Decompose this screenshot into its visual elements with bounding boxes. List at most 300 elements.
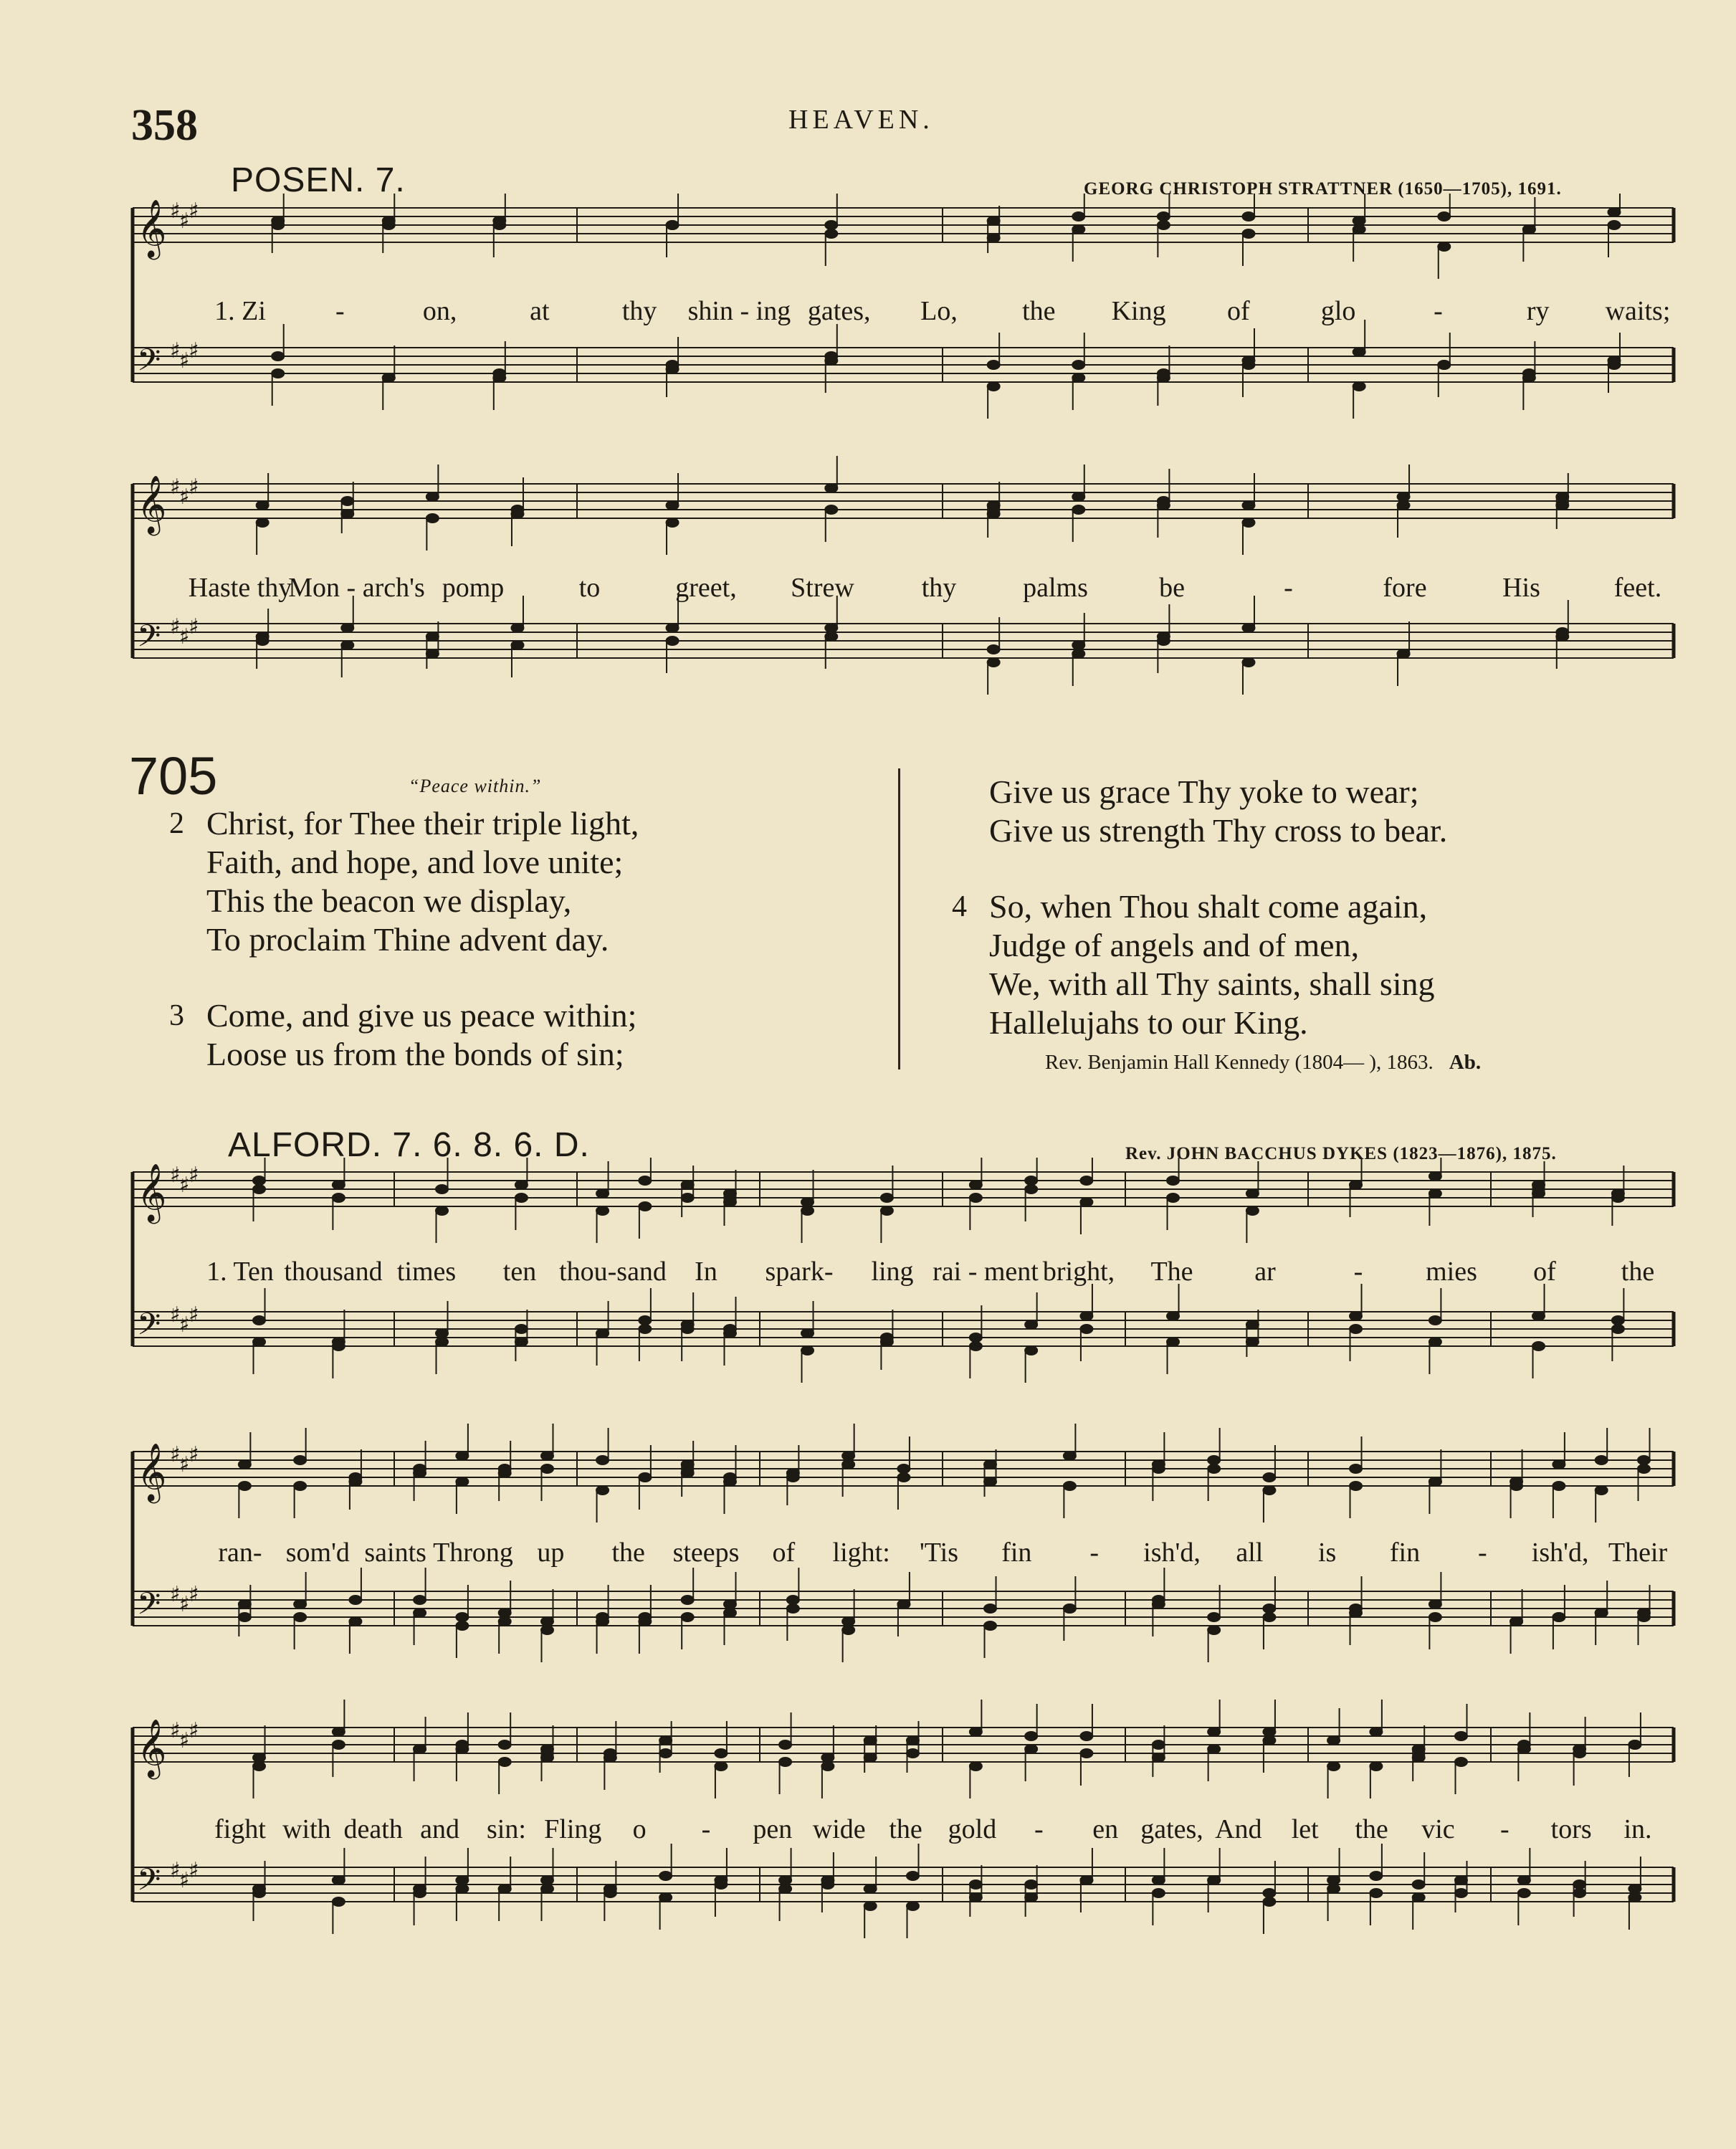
note-head <box>1072 649 1085 659</box>
note-head <box>1208 1613 1221 1622</box>
sharp-sign: ♯ <box>170 1582 181 1607</box>
note-head <box>825 221 838 230</box>
note-head <box>1510 1482 1523 1491</box>
tune-name-posen: POSEN. 7. <box>231 161 406 199</box>
lyric-syllable: - <box>1499 1814 1510 1844</box>
note-head <box>659 1736 672 1745</box>
note-head <box>987 361 1000 370</box>
note-head <box>540 1753 553 1763</box>
lyric-syllable: the <box>1621 1257 1655 1287</box>
note-head <box>1327 1762 1340 1771</box>
lyric-syllable: wide <box>812 1814 866 1844</box>
note-head <box>456 1452 469 1461</box>
note-head <box>272 216 285 226</box>
note-head <box>456 1884 469 1894</box>
note-head <box>1072 361 1085 370</box>
note-head <box>1429 1613 1441 1622</box>
note-head <box>987 216 1000 226</box>
note-head <box>723 1198 736 1207</box>
note-head <box>426 514 439 523</box>
note-head <box>1397 492 1410 502</box>
note-head <box>1263 1486 1276 1495</box>
note-head <box>332 1728 345 1737</box>
lyric-syllable: - <box>1478 1538 1487 1568</box>
note-head <box>1532 1189 1545 1199</box>
note-head <box>969 1342 982 1351</box>
note-head <box>341 497 354 506</box>
lyric-syllable: fore <box>1383 573 1427 603</box>
stanza <box>989 773 1447 850</box>
note-head <box>969 1762 982 1771</box>
note-head <box>1072 225 1085 234</box>
sharp-sign: ♯ <box>179 1452 190 1477</box>
lyric-syllable: the <box>611 1538 645 1568</box>
note-head <box>1429 1172 1441 1181</box>
lyric-syllable: ish'd, <box>1143 1538 1201 1568</box>
lyric-syllable: of <box>1227 296 1250 326</box>
note-head <box>382 216 395 226</box>
note-head <box>666 518 679 528</box>
note-head <box>715 1880 728 1890</box>
lyric-syllable: - <box>1353 1257 1363 1287</box>
note-head <box>493 221 506 230</box>
note-head <box>1370 1728 1383 1737</box>
sharp-sign: ♯ <box>189 1858 199 1883</box>
sharp-sign: ♯ <box>189 1718 199 1743</box>
lyric-syllable: gates, <box>1140 1814 1203 1844</box>
note-head <box>436 1329 449 1338</box>
note-head <box>723 1329 736 1338</box>
lyric-syllable: with <box>282 1814 331 1844</box>
lyric-syllable: fin <box>1001 1538 1032 1568</box>
note-head <box>1327 1876 1340 1885</box>
lyric-syllable: Throng <box>433 1538 513 1568</box>
lyric-syllable: His <box>1502 573 1540 603</box>
lyric-syllable: the <box>1355 1814 1388 1844</box>
lyric-syllable: - <box>701 1814 711 1844</box>
note-head <box>821 1876 834 1885</box>
note-head <box>1611 1316 1624 1325</box>
note-head <box>1454 1876 1467 1885</box>
note-head <box>1350 1312 1363 1321</box>
note-head <box>1532 1312 1545 1321</box>
note-head <box>1152 1600 1165 1609</box>
note-head <box>1167 1312 1180 1321</box>
lyric-syllable: Strew <box>791 573 854 603</box>
note-head <box>256 632 269 642</box>
note-head <box>540 1884 553 1894</box>
note-head <box>1152 1740 1165 1750</box>
sharp-sign: ♯ <box>170 1163 181 1188</box>
note-head <box>238 1613 251 1622</box>
note-head <box>498 1617 511 1626</box>
lyric-syllable: sin: <box>486 1814 526 1844</box>
composer-posen: GEORG CHRISTOPH STRATTNER (1650—1705), 1691. <box>1084 179 1562 199</box>
note-head <box>1263 1613 1276 1622</box>
note-head <box>1350 1482 1363 1491</box>
composer-alford: Rev. JOHN BACCHUS DYKES (1823—1876), 1875. <box>1125 1144 1557 1163</box>
note-head <box>906 1749 919 1758</box>
lyric-syllable: vic <box>1421 1814 1455 1844</box>
note-head <box>864 1736 877 1745</box>
stanza-line: Hallelujahs to our King. <box>989 1004 1308 1041</box>
note-head <box>426 649 439 659</box>
lyric-syllable: spark- <box>765 1257 834 1287</box>
note-head <box>1080 1312 1093 1321</box>
note-head <box>864 1884 877 1894</box>
note-head <box>596 1456 609 1465</box>
note-head <box>1167 1176 1180 1186</box>
note-head <box>1246 1189 1259 1199</box>
note-head <box>426 632 439 642</box>
note-head <box>1072 212 1085 221</box>
note-head <box>1611 1189 1624 1199</box>
hymn-subtitle: “Peace within.” <box>409 776 542 796</box>
note-head <box>1208 1876 1221 1885</box>
note-head <box>1327 1884 1340 1894</box>
lyric-syllable: Haste thy <box>188 573 292 603</box>
note-head <box>1573 1889 1586 1898</box>
stanza-line: Judge of angels and of men, <box>989 927 1360 963</box>
note-head <box>1532 1181 1545 1190</box>
lyric-syllable: - <box>335 296 345 326</box>
note-head <box>880 1193 893 1203</box>
note-head <box>341 641 354 650</box>
lyric-syllable: Lo, <box>920 296 958 326</box>
sharp-sign: ♯ <box>189 1442 199 1467</box>
lyric-syllable: let <box>1291 1814 1319 1844</box>
note-head <box>1454 1732 1467 1741</box>
note-head <box>1242 518 1255 528</box>
note-head <box>1025 1732 1038 1741</box>
note-head <box>1080 1198 1093 1207</box>
lyric-syllable: Their <box>1608 1538 1668 1568</box>
sharp-sign: ♯ <box>179 1728 190 1753</box>
note-head <box>1608 221 1621 230</box>
lyric-syllable: on, <box>422 296 457 326</box>
note-head <box>1242 361 1255 370</box>
note-head <box>825 632 838 642</box>
note-head <box>1353 225 1365 234</box>
lyric-syllable: pomp <box>442 573 505 603</box>
note-head <box>842 1452 855 1461</box>
note-head <box>897 1464 910 1474</box>
page-number: 358 <box>131 101 198 150</box>
lyric-syllable: gold <box>948 1814 997 1844</box>
lyric-syllable: and <box>420 1814 459 1844</box>
note-head <box>1556 632 1569 642</box>
lyric-syllable: Mon - arch's <box>288 573 425 603</box>
sharp-sign: ♯ <box>189 199 199 224</box>
hymn-author <box>1045 1051 1481 1074</box>
sharp-sign: ♯ <box>189 338 199 363</box>
note-head <box>1510 1617 1523 1626</box>
lyric-syllable: ar <box>1254 1257 1276 1287</box>
lyric-syllable: 1. Zi <box>214 296 266 326</box>
stanza-line: Come, and give us peace within; <box>206 997 637 1034</box>
lyric-syllable: In <box>695 1257 717 1287</box>
note-head <box>294 1482 307 1491</box>
note-head <box>681 1469 694 1478</box>
note-head <box>332 1181 345 1190</box>
note-head <box>1438 242 1451 252</box>
note-head <box>1263 1736 1276 1745</box>
note-head <box>1246 1320 1259 1330</box>
sharp-sign: ♯ <box>189 1302 199 1328</box>
lyric-syllable: King <box>1111 296 1166 326</box>
note-head <box>1412 1745 1425 1754</box>
note-head <box>779 1740 792 1750</box>
bass-clef: 𝄢 <box>137 619 161 662</box>
note-head <box>515 1181 528 1190</box>
note-head <box>906 1872 919 1881</box>
note-head <box>666 361 679 370</box>
note-head <box>659 1893 672 1902</box>
note-head <box>825 229 838 239</box>
note-head <box>1573 1749 1586 1758</box>
note-head <box>349 1596 362 1605</box>
note-head <box>1080 1876 1093 1885</box>
note-head <box>1025 1346 1038 1355</box>
lyric-syllable: thousand <box>284 1257 383 1287</box>
sharp-sign: ♯ <box>170 475 181 500</box>
note-head <box>414 1745 426 1754</box>
note-head <box>681 1325 694 1334</box>
stanza-line: Christ, for Thee their triple light, <box>206 805 639 842</box>
note-head <box>969 1880 982 1890</box>
note-head <box>666 501 679 510</box>
lyric-syllable: greet, <box>675 573 737 603</box>
note-head <box>1370 1889 1383 1898</box>
note-head <box>1072 373 1085 383</box>
sharp-sign: ♯ <box>179 1592 190 1617</box>
note-head <box>987 382 1000 391</box>
lyric-syllable: is <box>1317 1538 1337 1568</box>
lyric-syllable: som'd <box>285 1538 350 1568</box>
lyric-syllable: feet. <box>1613 573 1662 603</box>
lyric-syllable: en <box>1092 1814 1119 1844</box>
author-tag: Ab. <box>1449 1051 1482 1074</box>
note-head <box>1556 501 1569 510</box>
sharp-sign: ♯ <box>170 1442 181 1467</box>
note-head <box>906 1902 919 1911</box>
note-head <box>1370 1872 1383 1881</box>
note-head <box>1595 1486 1608 1495</box>
note-head <box>906 1736 919 1745</box>
note-head <box>604 1753 616 1763</box>
note-head <box>1242 212 1255 221</box>
note-head <box>1263 1604 1276 1614</box>
lyric-syllable: glo <box>1320 296 1356 326</box>
note-head <box>436 1185 449 1194</box>
note-head <box>1157 221 1170 230</box>
note-head <box>253 1753 266 1763</box>
sharp-sign: ♯ <box>179 1868 190 1893</box>
note-head <box>1553 1482 1565 1491</box>
note-head <box>294 1613 307 1622</box>
lyric-syllable: to <box>578 573 601 603</box>
note-head <box>414 1609 426 1618</box>
lyric-syllable: - <box>1089 1538 1099 1568</box>
lyric-syllable: rai - ment <box>933 1257 1039 1287</box>
note-head <box>1556 492 1569 502</box>
note-head <box>1246 1206 1259 1216</box>
note-head <box>1454 1758 1467 1767</box>
note-head <box>1553 1613 1565 1622</box>
lyric-syllable: - <box>1434 296 1443 326</box>
bass-clef: 𝄢 <box>137 1307 161 1350</box>
note-head <box>825 484 838 493</box>
lyric-syllable: pen <box>753 1814 793 1844</box>
note-head <box>786 1469 799 1478</box>
note-head <box>1412 1893 1425 1902</box>
note-head <box>332 1342 345 1351</box>
note-head <box>238 1460 251 1469</box>
note-head <box>515 1338 528 1347</box>
note-head <box>779 1758 792 1767</box>
note-head <box>540 1452 553 1461</box>
lyric-syllable: of <box>1533 1257 1556 1287</box>
note-head <box>1353 382 1365 391</box>
stanza-number: 4 <box>952 890 967 923</box>
note-head <box>1438 212 1451 221</box>
stanza-line: We, with all Thy saints, shall sing <box>989 966 1435 1002</box>
note-head <box>1412 1753 1425 1763</box>
note-head <box>1429 1600 1441 1609</box>
note-head <box>456 1876 469 1885</box>
note-head <box>1152 1876 1165 1885</box>
note-head <box>498 1740 511 1750</box>
note-head <box>1608 356 1621 366</box>
note-head <box>596 1617 609 1626</box>
sharp-sign: ♯ <box>179 1173 190 1198</box>
stanza-line: So, when Thou shalt come again, <box>989 888 1428 925</box>
note-head <box>540 1745 553 1754</box>
sharp-sign: ♯ <box>170 338 181 363</box>
note-head <box>596 1206 609 1216</box>
lyric-syllable: fin <box>1389 1538 1421 1568</box>
stanza-line: This the beacon we display, <box>206 882 572 919</box>
note-head <box>604 1884 616 1894</box>
note-head <box>1242 658 1255 667</box>
note-head <box>414 1464 426 1474</box>
note-head <box>984 1477 997 1487</box>
note-head <box>659 1872 672 1881</box>
note-head <box>1263 1897 1276 1907</box>
note-head <box>1072 492 1085 502</box>
note-head <box>1595 1456 1608 1465</box>
lyric-syllable: the <box>889 1814 922 1844</box>
sharp-sign: ♯ <box>189 614 199 639</box>
note-head <box>341 510 354 519</box>
note-head <box>842 1460 855 1469</box>
note-head <box>1637 1609 1650 1618</box>
note-head <box>864 1902 877 1911</box>
sharp-sign: ♯ <box>170 614 181 639</box>
stanza-line: To proclaim Thine advent day. <box>206 921 609 958</box>
note-head <box>715 1762 728 1771</box>
note-head <box>1353 216 1365 226</box>
lyric-syllable: mies <box>1426 1257 1477 1287</box>
note-head <box>779 1876 792 1885</box>
note-head <box>238 1600 251 1609</box>
note-head <box>498 1758 511 1767</box>
lyric-syllable: be <box>1159 573 1185 603</box>
note-head <box>987 510 1000 519</box>
note-head <box>1628 1740 1641 1750</box>
lyric-syllable: of <box>772 1538 796 1568</box>
note-head <box>382 373 395 383</box>
note-head <box>666 637 679 646</box>
note-head <box>1152 1889 1165 1898</box>
treble-clef: 𝄞 <box>137 475 167 533</box>
note-head <box>987 645 1000 654</box>
note-head <box>1628 1893 1641 1902</box>
note-head <box>456 1745 469 1754</box>
note-head <box>1611 1325 1624 1334</box>
note-head <box>256 518 269 528</box>
note-head <box>639 1617 652 1626</box>
note-head <box>1208 1464 1221 1474</box>
lyric-syllable: tors <box>1550 1814 1592 1844</box>
note-head <box>987 501 1000 510</box>
note-head <box>969 1333 982 1343</box>
note-head <box>1208 1626 1221 1635</box>
note-head <box>511 510 524 519</box>
note-head <box>332 1876 345 1885</box>
sharp-sign: ♯ <box>170 1718 181 1743</box>
note-head <box>332 1193 345 1203</box>
note-head <box>1167 1338 1180 1347</box>
note-head <box>540 1464 553 1474</box>
column-divider <box>898 768 900 1069</box>
note-head <box>436 1206 449 1216</box>
note-head <box>456 1613 469 1622</box>
note-head <box>842 1617 855 1626</box>
note-head <box>969 1893 982 1902</box>
note-head <box>349 1617 362 1626</box>
lyric-syllable: 'Tis <box>919 1538 959 1568</box>
note-head <box>1246 1338 1259 1347</box>
note-head <box>801 1206 814 1216</box>
lyric-syllable: at <box>530 296 550 326</box>
note-head <box>1080 1749 1093 1758</box>
note-head <box>349 1473 362 1482</box>
note-head <box>456 1477 469 1487</box>
note-head <box>1370 1762 1383 1771</box>
note-head <box>1350 1325 1363 1334</box>
note-head <box>969 1181 982 1190</box>
note-head <box>821 1753 834 1763</box>
note-head <box>498 1464 511 1474</box>
note-head <box>681 1181 694 1190</box>
lyric-syllable: o <box>632 1814 647 1844</box>
note-head <box>825 505 838 515</box>
note-head <box>498 1884 511 1894</box>
note-head <box>786 1604 799 1614</box>
lyric-syllable: - <box>1284 573 1293 603</box>
bass-clef: 𝄢 <box>137 1586 161 1629</box>
note-head <box>294 1456 307 1465</box>
note-head <box>1350 1181 1363 1190</box>
note-head <box>639 1325 652 1334</box>
author-name: Rev. Benjamin Hall Kennedy (1804— ), 1863. <box>1045 1051 1434 1074</box>
stanza-line: Give us grace Thy yoke to wear; <box>989 773 1419 810</box>
note-head <box>456 1621 469 1631</box>
note-head <box>1397 649 1410 659</box>
lyric-syllable: palms <box>1023 573 1088 603</box>
note-head <box>723 1477 736 1487</box>
